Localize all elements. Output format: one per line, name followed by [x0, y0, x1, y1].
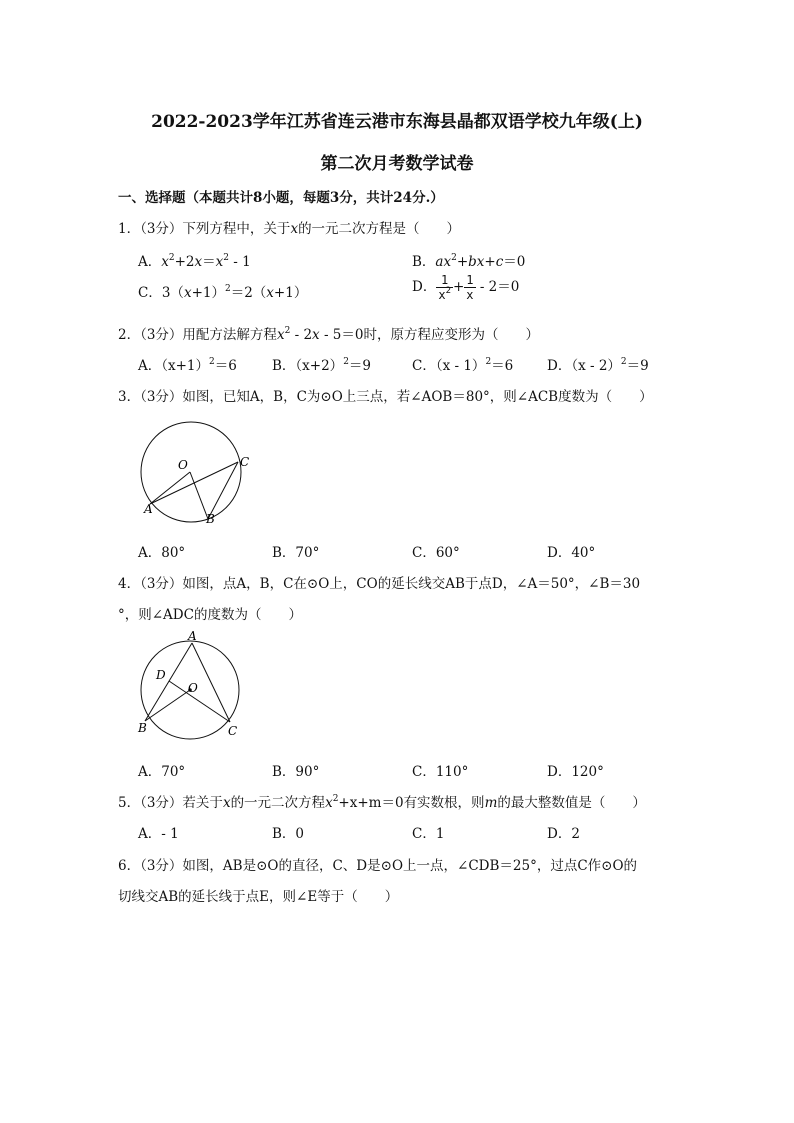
q4-circle-diagram [128, 628, 250, 742]
q3-circle [141, 422, 241, 522]
q4-option-d[interactable]: D．120° [547, 764, 604, 780]
q3-label-c: C [240, 455, 250, 469]
q1-option-c[interactable]: C．$3(x+1)^2=2(x+1)$ [138, 284, 308, 301]
q4-option-b[interactable]: B．90° [272, 764, 320, 780]
q4-label-d: D [156, 668, 166, 682]
q2-option-d[interactable]: D．（x - 2）$^2$＝9 [547, 357, 649, 374]
q5-option-a[interactable]: A．- 1 [138, 826, 179, 842]
q2-option-a[interactable]: A．$(x+1)^2=6$ [138, 357, 237, 374]
page-title-line2: 第二次月考数学试卷 [320, 154, 474, 174]
q3-option-b[interactable]: B．70° [272, 545, 320, 561]
q2-option-c[interactable]: C．（x - 1）$^2$＝6 [412, 357, 514, 374]
q4-label-c: C [228, 724, 238, 738]
question-3-stem: 3．（3分）如图，已知A，B，C为⊙O上三点，若∠AOB＝80°，则∠ACB度数为（ ） [118, 389, 653, 405]
q3-option-c[interactable]: C．60° [412, 545, 460, 561]
q1-var: x [290, 221, 299, 237]
q4-segment-bo [145, 690, 190, 721]
q5-option-d[interactable]: D．2 [547, 826, 580, 842]
q4-label-b: B [138, 721, 147, 735]
question-5-stem: 5．（3分）若关于x的一元二次方程$x^2+x+m=0$有实数根，则m的最大整数值是（ ） [118, 794, 646, 811]
q4-segment-dc [169, 681, 230, 722]
q4-segment-ab [145, 643, 192, 721]
q4-label-a: A [188, 629, 197, 643]
question-4-stem-line2: °，则∠ADC的度数为（ ） [118, 607, 302, 623]
option-label: C． [138, 285, 162, 301]
question-2-stem: 2．（3分）用配方法解方程$x^2 - 2x - 5=0$时，原方程应变形为（ ） [118, 326, 539, 343]
q1-prefix: 1．（3分）下列方程中，关于 [118, 221, 291, 237]
q4-label-o: O [188, 681, 198, 695]
q4-option-a[interactable]: A．70° [138, 764, 186, 780]
question-4-stem-line1: 4．（3分）如图，点A，B，C在⊙O上，CO的延长线交AB于点D，∠A＝50°，∠B＝30 [118, 576, 641, 592]
fraction-1-over-x: $\frac{1}{x}$ [466, 273, 474, 302]
question-1-stem [118, 217, 460, 237]
q3-option-d[interactable]: D．40° [547, 545, 596, 561]
page-title-line1: 2022-2023学年江苏省连云港市东海县晶都双语学校九年级(上) [151, 112, 643, 132]
question-6-stem-line2: 切线交AB的延长线于点E，则∠E等于（ ） [118, 889, 399, 905]
option-label: A． [138, 254, 162, 270]
q4-option-c[interactable]: C．110° [412, 764, 469, 780]
q3-segment-ac [150, 462, 238, 504]
q3-label-o: O [178, 458, 188, 472]
question-6-stem-line1: 6．（3分）如图，AB是⊙O的直径，C、D是⊙O上一点，∠CDB＝25°，过点C作⊙O的 [118, 858, 638, 874]
q1-option-b[interactable]: B．$ax^2+bx+c=0$ [412, 253, 526, 270]
option-label: D． [412, 279, 437, 295]
section-heading: 一、选择题（本题共计8小题，每题3分，共计24分.） [118, 190, 444, 206]
q1-suffix: 的一元二次方程是（ ） [298, 221, 461, 237]
q2-option-b[interactable]: B．$(x+2)^2=9$ [272, 357, 372, 374]
fraction-1-over-x2: $\frac{1}{x^2}$ [438, 273, 451, 302]
q5-option-b[interactable]: B．0 [272, 826, 305, 842]
q5-option-c[interactable]: C．1 [412, 826, 445, 842]
option-label: B． [412, 254, 436, 270]
q1-option-a[interactable]: A．$x^2+2x=x^2 - 1$ [138, 253, 251, 270]
q3-label-b: B [206, 512, 215, 526]
q3-circle-diagram [128, 412, 258, 530]
q3-option-a[interactable]: A．80° [138, 545, 186, 561]
q1-option-d[interactable]: D． $\frac{1}{x^2}$ + $\frac{1}{x}$ - 2＝0 [412, 273, 520, 302]
q3-label-a: A [144, 502, 153, 516]
